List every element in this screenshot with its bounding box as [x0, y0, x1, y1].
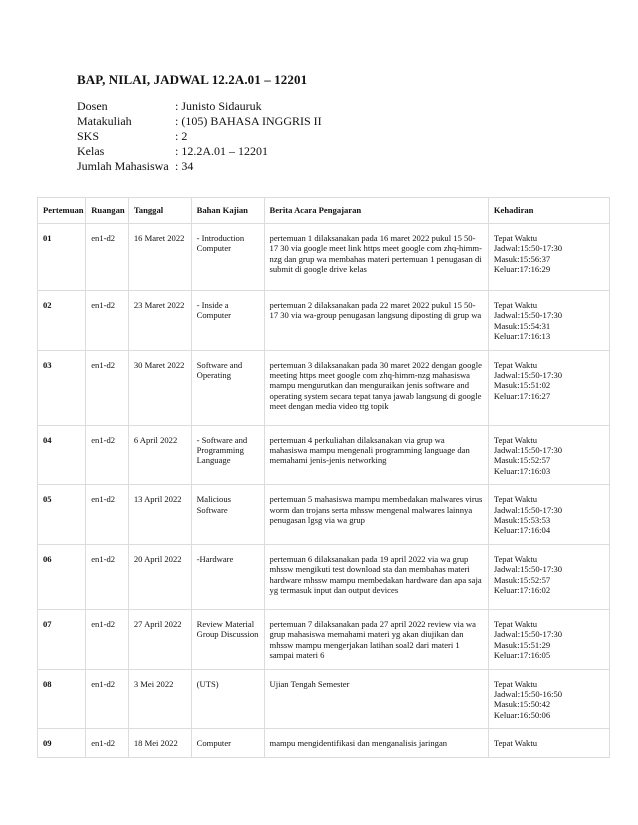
cell-pertemuan: 06 — [38, 544, 86, 609]
info-row-kelas — [77, 144, 322, 159]
info-value: : 34 — [175, 159, 194, 173]
info-value: : 12.2A.01 – 12201 — [175, 144, 268, 158]
cell-berita-acara: pertemuan 3 dilaksanakan pada 30 maret 2022 dengan google meeting https meet google com zhq-himm-nzg mahasiswa mampu mengurutkan dan menguraikan jenis software and operating system secara tepat tanya jawab langsung di google meet dengan media video ttg topik — [264, 350, 488, 425]
cell-tanggal: 18 Mei 2022 — [128, 729, 191, 757]
kehadiran-keluar: Keluar:17:16:27 — [493, 390, 551, 401]
table-header-row — [38, 198, 610, 224]
cell-ruangan: en1-d2 — [86, 224, 129, 291]
cell-bahan-kajian: - Software and Programming Language — [191, 425, 264, 485]
cell-kehadiran — [488, 729, 609, 757]
cell-pertemuan: 08 — [38, 669, 86, 729]
attendance-table — [37, 197, 610, 758]
info-label: SKS — [77, 129, 100, 143]
kehadiran-jadwal: Jadwal:15:50-17:30 — [493, 564, 563, 575]
cell-kehadiran — [488, 350, 609, 425]
kehadiran-keluar: Keluar:17:16:13 — [493, 331, 551, 342]
table-row — [38, 544, 610, 609]
cell-ruangan: en1-d2 — [86, 485, 129, 545]
cell-tanggal: 23 Maret 2022 — [128, 291, 191, 351]
info-label: Kelas — [77, 144, 105, 158]
info-label: Dosen — [77, 99, 108, 113]
kehadiran-jadwal: Jadwal:15:50-17:30 — [493, 243, 563, 254]
cell-tanggal: 27 April 2022 — [128, 609, 191, 669]
header-bahan-kajian: Bahan Kajian — [191, 198, 264, 224]
cell-bahan-kajian: Malicious Software — [191, 485, 264, 545]
kehadiran-jadwal: Jadwal:15:50-17:30 — [493, 370, 563, 381]
cell-kehadiran — [488, 669, 609, 729]
cell-pertemuan: 01 — [38, 224, 86, 291]
kehadiran-masuk: Masuk:15:51:02 — [493, 380, 551, 391]
table-row — [38, 485, 610, 545]
info-row-jumlah-mahasiswa — [77, 159, 322, 174]
cell-pertemuan: 07 — [38, 609, 86, 669]
kehadiran-masuk: Masuk:15:52:57 — [493, 455, 551, 466]
kehadiran-status: Tepat Waktu — [493, 434, 538, 445]
cell-bahan-kajian: - Inside a Computer — [191, 291, 264, 351]
cell-pertemuan: 04 — [38, 425, 86, 485]
cell-bahan-kajian: - Introduction Computer — [191, 224, 264, 291]
cell-ruangan: en1-d2 — [86, 609, 129, 669]
kehadiran-jadwal: Jadwal:15:50-17:30 — [493, 504, 563, 515]
header-pertemuan: Pertemuan — [38, 198, 86, 224]
kehadiran-status: Tepat Waktu — [493, 233, 538, 243]
table-row — [38, 729, 610, 757]
cell-berita-acara: pertemuan 5 mahasiswa mampu membedakan malwares virus worm dan trojans serta mhssw mengenal malwares lainnya penugasan lgsg via wa grup — [264, 485, 488, 545]
info-row-sks — [77, 129, 322, 144]
table-row — [38, 224, 610, 291]
cell-ruangan: en1-d2 — [86, 729, 129, 757]
kehadiran-jadwal: Jadwal:15:50-16:50 — [493, 688, 563, 699]
cell-tanggal: 20 April 2022 — [128, 544, 191, 609]
header-ruangan: Ruangan — [86, 198, 129, 224]
kehadiran-keluar: Keluar:17:16:29 — [493, 264, 551, 275]
cell-bahan-kajian: Software and Operating — [191, 350, 264, 425]
kehadiran-status: Tepat Waktu — [493, 678, 538, 689]
cell-berita-acara: pertemuan 6 dilaksanakan pada 19 april 2022 via wa grup mhssw mengikuti test download sta dan membahas materi hardware mhssw mampu membedakan hardware dan apa saja yg termasuk input dan output devices — [264, 544, 488, 609]
document-title: BAP, NILAI, JADWAL 12.2A.01 – 12201 — [77, 72, 308, 87]
cell-tanggal: 6 April 2022 — [128, 425, 191, 485]
cell-ruangan: en1-d2 — [86, 669, 129, 729]
cell-bahan-kajian: Computer — [191, 729, 264, 757]
info-label: Matakuliah — [77, 114, 132, 128]
info-row-matakuliah — [77, 114, 322, 129]
cell-berita-acara: pertemuan 2 dilaksanakan pada 22 maret 2022 pukul 15 50-17 30 via wa-group penugasan langsung diposting di grup wa — [264, 291, 488, 351]
cell-bahan-kajian: Review Material Group Discussion — [191, 609, 264, 669]
kehadiran-masuk: Masuk:15:53:53 — [493, 515, 551, 526]
table-row — [38, 669, 610, 729]
kehadiran-masuk: Masuk:15:51:29 — [493, 639, 551, 650]
kehadiran-jadwal: Jadwal:15:50-17:30 — [493, 629, 563, 640]
cell-kehadiran — [488, 425, 609, 485]
header-kehadiran: Kehadiran — [488, 198, 609, 224]
header-berita-acara: Berita Acara Pengajaran — [264, 198, 488, 224]
cell-berita-acara: pertemuan 4 perkuliahan dilaksanakan via grup wa mahasiswa mampu mengenali programming language dan memahami jenis-jenis networking — [264, 425, 488, 485]
cell-ruangan: en1-d2 — [86, 291, 129, 351]
kehadiran-masuk: Masuk:15:54:31 — [493, 320, 551, 331]
info-row-dosen — [77, 99, 322, 114]
cell-kehadiran — [488, 609, 609, 669]
cell-kehadiran — [488, 544, 609, 609]
cell-tanggal: 30 Maret 2022 — [128, 350, 191, 425]
cell-berita-acara: Ujian Tengah Semester — [264, 669, 488, 729]
cell-berita-acara: pertemuan 7 dilaksanakan pada 27 april 2022 review via wa grup mahasiswa memahami materi yg akan diujikan dan mhssw mampu mengerjakan latihan soal2 dari materi 1 sampai materi 6 — [264, 609, 488, 669]
info-value: : (105) BAHASA INGGRIS II — [175, 114, 322, 128]
cell-bahan-kajian: -Hardware — [191, 544, 264, 609]
kehadiran-keluar: Keluar:17:16:02 — [493, 585, 551, 596]
kehadiran-status: Tepat Waktu — [493, 359, 538, 370]
kehadiran-jadwal: Jadwal:15:50-17:30 — [493, 445, 563, 456]
kehadiran-jadwal: Jadwal:15:50-17:30 — [493, 310, 563, 321]
cell-ruangan: en1-d2 — [86, 544, 129, 609]
kehadiran-status: Tepat Waktu — [493, 738, 538, 749]
cell-tanggal: 13 April 2022 — [128, 485, 191, 545]
kehadiran-keluar: Keluar:17:16:05 — [493, 650, 551, 661]
cell-kehadiran — [488, 291, 609, 351]
header-tanggal: Tanggal — [128, 198, 191, 224]
cell-pertemuan: 09 — [38, 729, 86, 757]
table-row — [38, 291, 610, 351]
kehadiran-status: Tepat Waktu — [493, 494, 538, 505]
kehadiran-keluar: Keluar:17:16:04 — [493, 525, 551, 536]
cell-berita-acara: mampu mengidentifikasi dan menganalisis jaringan — [264, 729, 488, 757]
table-row — [38, 425, 610, 485]
cell-kehadiran — [488, 485, 609, 545]
info-value: : Junisto Sidauruk — [175, 99, 262, 113]
cell-pertemuan: 03 — [38, 350, 86, 425]
kehadiran-status: Tepat Waktu — [493, 618, 538, 629]
kehadiran-status: Tepat Waktu — [493, 300, 538, 310]
cell-pertemuan: 02 — [38, 291, 86, 351]
kehadiran-masuk: Masuk:15:50:42 — [493, 699, 551, 710]
kehadiran-keluar: Keluar:16:50:06 — [493, 709, 551, 720]
kehadiran-masuk: Masuk:15:52:57 — [493, 574, 551, 585]
table-row — [38, 609, 610, 669]
cell-bahan-kajian: (UTS) — [191, 669, 264, 729]
cell-kehadiran — [488, 224, 609, 291]
cell-tanggal: 16 Maret 2022 — [128, 224, 191, 291]
info-label: Jumlah Mahasiswa — [77, 159, 169, 173]
cell-tanggal: 3 Mei 2022 — [128, 669, 191, 729]
cell-ruangan: en1-d2 — [86, 425, 129, 485]
cell-berita-acara: pertemuan 1 dilaksanakan pada 16 maret 2022 pukul 15 50-17 30 via google meet link https meet google com zhq-himm-nzg dan grup wa membahas materi pertemuan 1 penugasan di submit di google drive kelas — [264, 224, 488, 291]
table-row — [38, 350, 610, 425]
kehadiran-keluar: Keluar:17:16:03 — [493, 465, 551, 476]
kehadiran-masuk: Masuk:15:56:37 — [493, 253, 551, 264]
cell-pertemuan: 05 — [38, 485, 86, 545]
cell-ruangan: en1-d2 — [86, 350, 129, 425]
info-value: : 2 — [175, 129, 188, 143]
kehadiran-status: Tepat Waktu — [493, 553, 538, 564]
course-info — [77, 99, 322, 174]
